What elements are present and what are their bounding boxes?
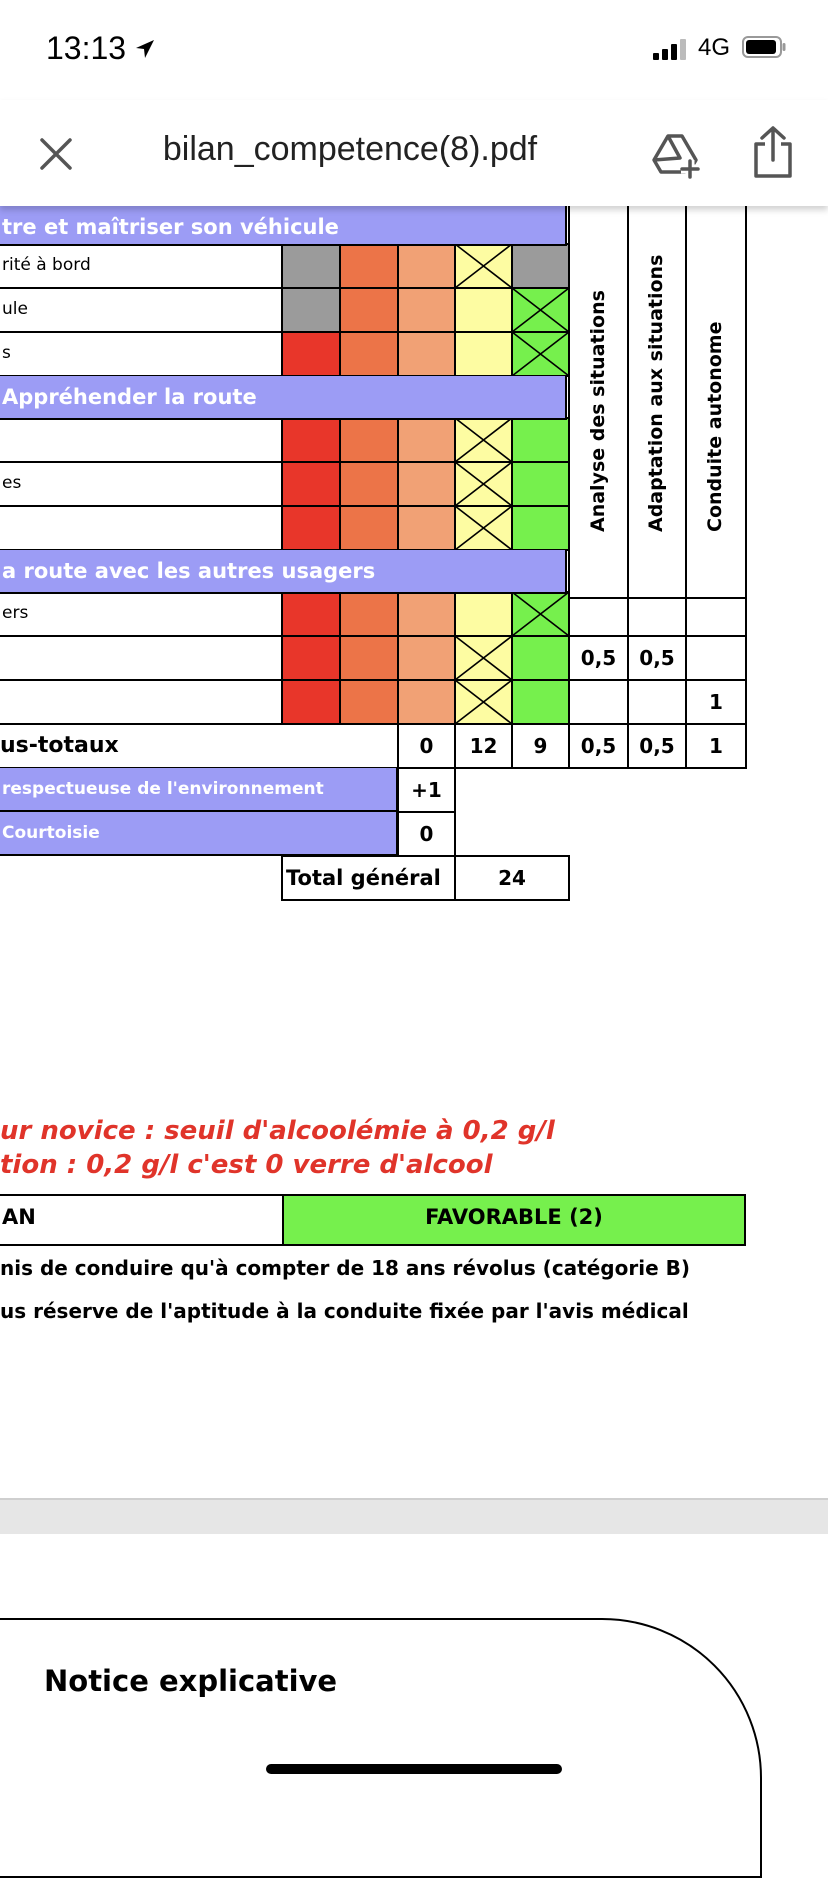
row-label	[0, 680, 280, 724]
mark-cell-gray	[282, 288, 340, 332]
mark-cell-yellow	[455, 332, 512, 376]
courtesy-value: 0	[419, 822, 434, 846]
home-indicator	[266, 1764, 562, 1774]
row-label	[0, 506, 280, 550]
column-header: Adaptation aux situations	[645, 254, 667, 532]
mark-cell-orange	[340, 462, 398, 506]
document-title: bilan_competence(8).pdf	[162, 130, 538, 168]
bilan-result-cell	[282, 1194, 746, 1246]
mark-cell-orange	[340, 592, 398, 636]
note-age: nis de conduire qu'à compter de 18 ans révolus (catégorie B)	[0, 1256, 690, 1280]
mark-cell-salmon	[398, 506, 455, 550]
subtotal-value: 1	[709, 734, 723, 758]
mark-cell-red	[282, 506, 340, 550]
mark-cell-orange	[340, 418, 398, 462]
subtotal-value: 0	[419, 734, 434, 758]
section-title: a route avec les autres usagers	[0, 550, 567, 594]
network-type: 4G	[698, 34, 731, 61]
row-label: ers	[2, 603, 29, 623]
row-label	[0, 636, 280, 680]
subtotal-value: 12	[469, 734, 498, 758]
mark-cell-orange	[340, 244, 398, 288]
total-value: 24	[498, 866, 526, 890]
mark-cell-green	[512, 462, 569, 506]
bilan-label: AN	[2, 1205, 36, 1229]
bilan-result: FAVORABLE (2)	[425, 1205, 603, 1229]
mark-cell-red	[282, 592, 340, 636]
page-separator	[0, 1498, 828, 1534]
mark-cell-green	[512, 506, 569, 550]
mark-cell-orange	[340, 636, 398, 680]
score-value: 0,5	[639, 646, 675, 670]
share-icon[interactable]	[748, 124, 798, 180]
note-medical: us réserve de l'aptitude à la conduite fixée par l'avis médical	[0, 1299, 689, 1323]
environment-label: respectueuse de l'environnement	[0, 768, 398, 812]
total-label: Total général	[286, 866, 441, 890]
mark-cell-red	[282, 418, 340, 462]
notice-card	[0, 1618, 762, 1878]
subtotal-value: 0,5	[639, 734, 675, 758]
subtotal-label: us-totaux	[0, 733, 119, 758]
mark-cell-gray	[282, 244, 340, 288]
subtotal-value: 9	[533, 734, 548, 758]
mark-cell-salmon	[398, 680, 455, 724]
score-cell	[628, 680, 686, 724]
score-value: 0,5	[580, 646, 617, 670]
row-label: es	[2, 473, 22, 493]
mark-cell-salmon	[398, 418, 455, 462]
mark-cell-gray	[512, 244, 569, 288]
add-to-drive-icon[interactable]	[650, 128, 702, 180]
status-time: 13:13	[46, 30, 127, 66]
column-header: Analyse des situations	[586, 290, 609, 532]
mark-cell-salmon	[398, 636, 455, 680]
mark-cell-yellow	[455, 592, 512, 636]
mark-cell-salmon	[398, 244, 455, 288]
mark-cell-orange	[340, 332, 398, 376]
section-title: Appréhender la route	[0, 376, 567, 420]
mark-cell-orange	[340, 506, 398, 550]
subtotal-value: 0,5	[580, 734, 617, 758]
mark-cell-red	[282, 636, 340, 680]
score-value: 1	[709, 690, 723, 714]
mark-cell-salmon	[398, 332, 455, 376]
mark-cell-green	[512, 636, 569, 680]
mark-cell-green	[512, 418, 569, 462]
column-header: Conduite autonome	[704, 321, 726, 532]
row-label: ule	[2, 299, 28, 319]
bilan-label-cell	[0, 1194, 284, 1246]
row-label	[0, 418, 280, 462]
mark-cell-salmon	[398, 592, 455, 636]
alcohol-warning-1: ur novice : seuil d'alcoolémie à 0,2 g/l	[0, 1116, 555, 1146]
notice-title: Notice explicative	[44, 1664, 338, 1698]
mark-cell-red	[282, 680, 340, 724]
score-cell	[686, 636, 746, 680]
mark-cell-yellow	[455, 288, 512, 332]
mark-cell-salmon	[398, 462, 455, 506]
mark-cell-orange	[340, 680, 398, 724]
score-cell	[569, 680, 628, 724]
alcohol-warning-2: tion : 0,2 g/l c'est 0 verre d'alcool	[0, 1150, 493, 1180]
mark-cell-red	[282, 462, 340, 506]
mark-cell-salmon	[398, 288, 455, 332]
courtesy-label: Courtoisie	[0, 812, 398, 856]
viewer-header	[0, 100, 828, 206]
row-label: rité à bord	[2, 255, 91, 275]
mark-cell-red	[282, 332, 340, 376]
section-title: tre et maîtriser son véhicule	[0, 206, 567, 246]
mark-cell-orange	[340, 288, 398, 332]
row-label: s	[2, 343, 11, 363]
environment-value: +1	[411, 778, 442, 802]
mark-cell-green	[512, 680, 569, 724]
